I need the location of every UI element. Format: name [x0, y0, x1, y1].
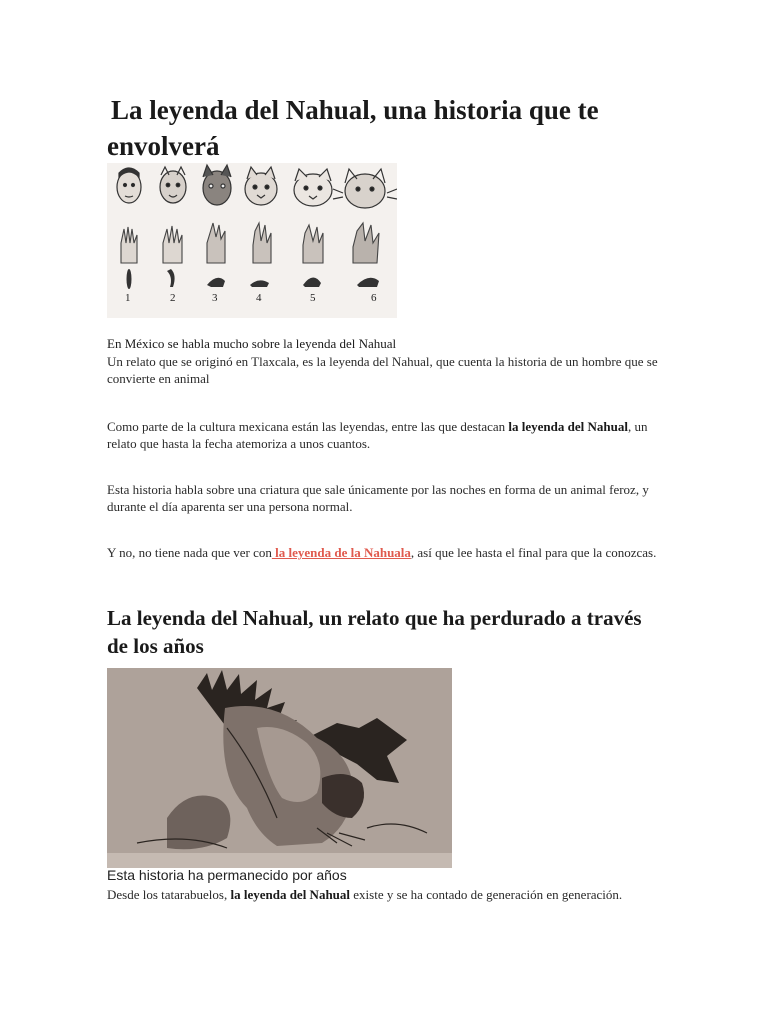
stage-label-6: 6 [371, 292, 377, 304]
paragraph-creature: Esta historia habla sobre una criatura que sale únicamente por las noches en forma de un animal feroz, y durante el día aparenta ser una persona normal. [107, 482, 649, 514]
intro-paragraph: Un relato que se originó en Tlaxcala, es la leyenda del Nahual, que cuenta la historia de un hombre que se convierte en animal [107, 354, 658, 386]
paragraph-nahuala: Y no, no tiene nada que ver con la leyenda de la Nahuala, así que lee hasta el final para que la conozcas. [107, 545, 657, 560]
stage-label-2: 2 [170, 292, 176, 304]
article-title: La leyenda del Nahual, una historia que te envolverá [107, 95, 599, 161]
stage-label-5: 5 [310, 292, 316, 304]
section-heading: La leyenda del Nahual, un relato que ha perdurado a través de los años [107, 606, 642, 658]
stage-label-1: 1 [125, 292, 131, 304]
image-caption-2: Esta historia ha permanecido por años [107, 867, 347, 883]
stage-label-3: 3 [212, 292, 218, 304]
nahuala-link[interactable]: la leyenda de la Nahuala [271, 545, 411, 560]
paragraph-generations: Desde los tatarabuelos, la leyenda del Nahual existe y se ha contado de generación en generación. [107, 887, 623, 902]
image-caption: En México se habla mucho sobre la leyenda del Nahual [107, 336, 397, 351]
nahual-transformation-illustration [107, 163, 397, 318]
stage-label-4: 4 [256, 292, 262, 304]
nahual-creature-illustration [107, 668, 452, 868]
paragraph-culture: Como parte de la cultura mexicana están las leyendas, entre las que destacan la leyenda del Nahual, un relato que hasta la fecha atemoriza a unos cuantos. [107, 419, 648, 451]
